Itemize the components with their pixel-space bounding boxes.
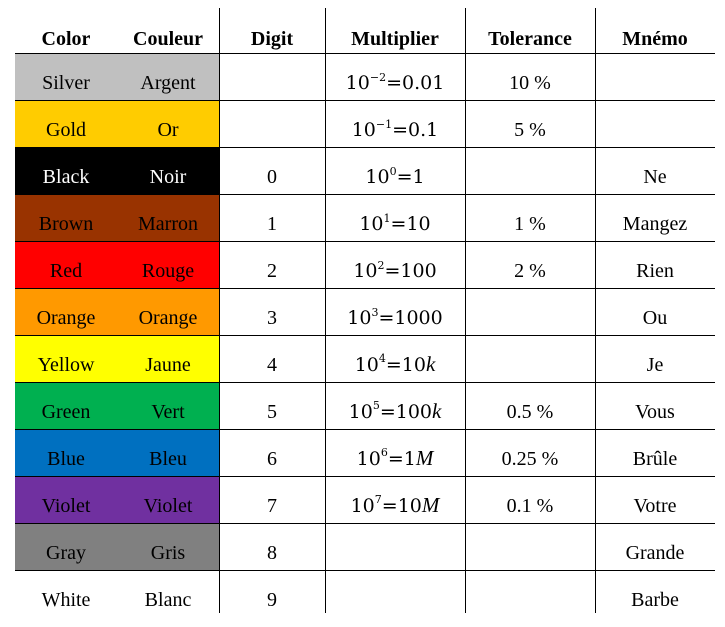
digit-cell: 6 [267, 448, 277, 470]
mnemo-cell: Rien [636, 260, 674, 282]
couleur-swatch-cell: Violet [117, 477, 219, 524]
couleur-swatch-cell: Orange [117, 289, 219, 336]
multiplier-value: =1 [396, 166, 425, 188]
table-row [15, 571, 715, 618]
tolerance-cell: 0.25 % [501, 448, 559, 470]
color-swatch-cell: Gold [15, 101, 117, 148]
table-row [15, 195, 715, 242]
table-row [15, 54, 715, 101]
multiplier-value: =100 [384, 260, 437, 282]
header-multiplier: Multiplier [351, 28, 439, 50]
color-swatch-cell: White [15, 571, 117, 618]
tolerance-cell [465, 289, 595, 336]
color-swatch-cell: Red [15, 242, 117, 289]
couleur-swatch-cell: Or [117, 101, 219, 148]
multiplier-unit: M [421, 493, 440, 517]
multiplier-cell [325, 477, 465, 524]
digit-cell: 5 [267, 401, 277, 423]
row-divider [15, 382, 715, 383]
digit-cell: 8 [267, 542, 277, 564]
multiplier-value: =10 [385, 354, 426, 376]
multiplier-base: 10 [353, 260, 378, 282]
multiplier-base: 10 [365, 166, 390, 188]
multiplier-cell [325, 148, 465, 195]
multiplier-cell [325, 54, 465, 101]
row-divider [15, 147, 715, 148]
color-swatch-cell: Gray [15, 524, 117, 571]
multiplier-base: 10 [359, 213, 384, 235]
row-divider [15, 288, 715, 289]
digit-cell: 1 [267, 213, 277, 235]
tolerance-cell [465, 148, 595, 195]
color-swatch-cell: Orange [15, 289, 117, 336]
row-divider [15, 100, 715, 101]
row-divider [15, 241, 715, 242]
multiplier-base: 10 [351, 119, 376, 141]
multiplier-cell [325, 289, 465, 336]
tolerance-cell: 2 % [514, 260, 546, 282]
row-divider [15, 53, 715, 54]
couleur-swatch-cell: Blanc [117, 571, 219, 618]
table-row [15, 148, 715, 195]
multiplier-unit: M [415, 446, 434, 470]
digit-cell: 2 [267, 260, 277, 282]
digit-cell: 4 [267, 354, 277, 376]
column-divider [595, 8, 596, 613]
row-divider [15, 335, 715, 336]
multiplier-exponent: 7 [374, 493, 382, 506]
multiplier-value: =1000 [378, 307, 443, 329]
couleur-swatch-cell: Vert [117, 383, 219, 430]
couleur-swatch-cell: Marron [117, 195, 219, 242]
header-couleur: Couleur [133, 28, 203, 50]
color-swatch-cell: Blue [15, 430, 117, 477]
multiplier-cell [325, 195, 465, 242]
multiplier-cell [325, 336, 465, 383]
table-row [15, 430, 715, 477]
multiplier-unit: k [425, 352, 436, 376]
mnemo-cell [595, 54, 715, 101]
color-swatch-cell: Silver [15, 54, 117, 101]
color-swatch-cell: Brown [15, 195, 117, 242]
multiplier-exponent: −1 [375, 118, 393, 131]
digit-cell [219, 54, 325, 101]
multiplier-value: =0.01 [386, 72, 445, 94]
mnemo-cell: Grande [625, 542, 685, 564]
mnemo-cell: Ne [643, 166, 667, 188]
multiplier-value: =100 [379, 401, 433, 423]
column-divider [219, 8, 220, 613]
resistor-color-code-table [15, 8, 715, 613]
multiplier-exponent: −2 [369, 71, 387, 84]
header-digit: Digit [250, 28, 294, 50]
row-divider [15, 476, 715, 477]
multiplier-exponent: 5 [372, 399, 380, 412]
color-swatch-cell: Violet [15, 477, 117, 524]
table-row [15, 383, 715, 430]
digit-cell: 3 [267, 307, 277, 329]
multiplier-exponent: 2 [377, 259, 385, 272]
multiplier-base: 10 [348, 401, 373, 423]
multiplier-value: =10 [390, 213, 431, 235]
tolerance-cell: 0.5 % [506, 401, 554, 423]
header-mnemo: Mnémo [622, 28, 688, 50]
digit-cell [219, 101, 325, 148]
multiplier-cell [325, 571, 465, 618]
couleur-swatch-cell: Argent [117, 54, 219, 101]
color-swatch-cell: Black [15, 148, 117, 195]
couleur-swatch-cell: Noir [117, 148, 219, 195]
multiplier-cell [325, 383, 465, 430]
column-divider [325, 8, 326, 613]
multiplier-base: 10 [356, 448, 381, 470]
mnemo-cell: Je [646, 354, 664, 376]
table-row [15, 477, 715, 524]
header-tolerance: Tolerance [488, 28, 572, 50]
multiplier-exponent: 3 [371, 306, 379, 319]
digit-cell: 0 [267, 166, 277, 188]
multiplier-value: =1 [387, 448, 416, 470]
table-row [15, 289, 715, 336]
multiplier-exponent: 4 [378, 352, 386, 365]
color-swatch-cell: Yellow [15, 336, 117, 383]
tolerance-cell: 10 % [509, 72, 551, 94]
multiplier-value: =0.1 [392, 119, 439, 141]
multiplier-value: =10 [381, 495, 422, 517]
color-swatch-cell: Green [15, 383, 117, 430]
mnemo-cell: Votre [633, 495, 677, 517]
tolerance-cell: 1 % [514, 213, 546, 235]
multiplier-cell [325, 524, 465, 571]
row-divider [15, 429, 715, 430]
mnemo-cell: Mangez [622, 213, 688, 235]
multiplier-exponent: 6 [380, 446, 388, 459]
mnemo-cell: Vous [635, 401, 675, 423]
tolerance-cell: 5 % [514, 119, 546, 141]
digit-cell: 9 [267, 589, 277, 611]
table-row [15, 101, 715, 148]
multiplier-cell [325, 430, 465, 477]
tolerance-cell [465, 336, 595, 383]
multiplier-base: 10 [347, 307, 372, 329]
mnemo-cell [595, 101, 715, 148]
multiplier-unit: k [432, 399, 442, 423]
mnemo-cell: Brûle [632, 448, 678, 470]
header-color: Color [41, 28, 91, 50]
multiplier-base: 10 [354, 354, 379, 376]
table-row [15, 524, 715, 571]
row-divider [15, 523, 715, 524]
tolerance-cell [465, 524, 595, 571]
tolerance-cell [465, 571, 595, 618]
mnemo-cell: Ou [642, 307, 668, 329]
row-divider [15, 194, 715, 195]
multiplier-exponent: 1 [383, 212, 391, 225]
couleur-swatch-cell: Rouge [117, 242, 219, 289]
couleur-swatch-cell: Jaune [117, 336, 219, 383]
tolerance-cell: 0.1 % [506, 495, 554, 517]
table-row [15, 336, 715, 383]
digit-cell: 7 [267, 495, 277, 517]
column-divider [465, 8, 466, 613]
mnemo-cell: Barbe [631, 589, 679, 611]
multiplier-base: 10 [345, 72, 370, 94]
couleur-swatch-cell: Bleu [117, 430, 219, 477]
multiplier-base: 10 [350, 495, 375, 517]
multiplier-cell [325, 242, 465, 289]
multiplier-cell [325, 101, 465, 148]
table-row [15, 242, 715, 289]
row-divider [15, 570, 715, 571]
couleur-swatch-cell: Gris [117, 524, 219, 571]
multiplier-exponent: 0 [389, 165, 397, 178]
